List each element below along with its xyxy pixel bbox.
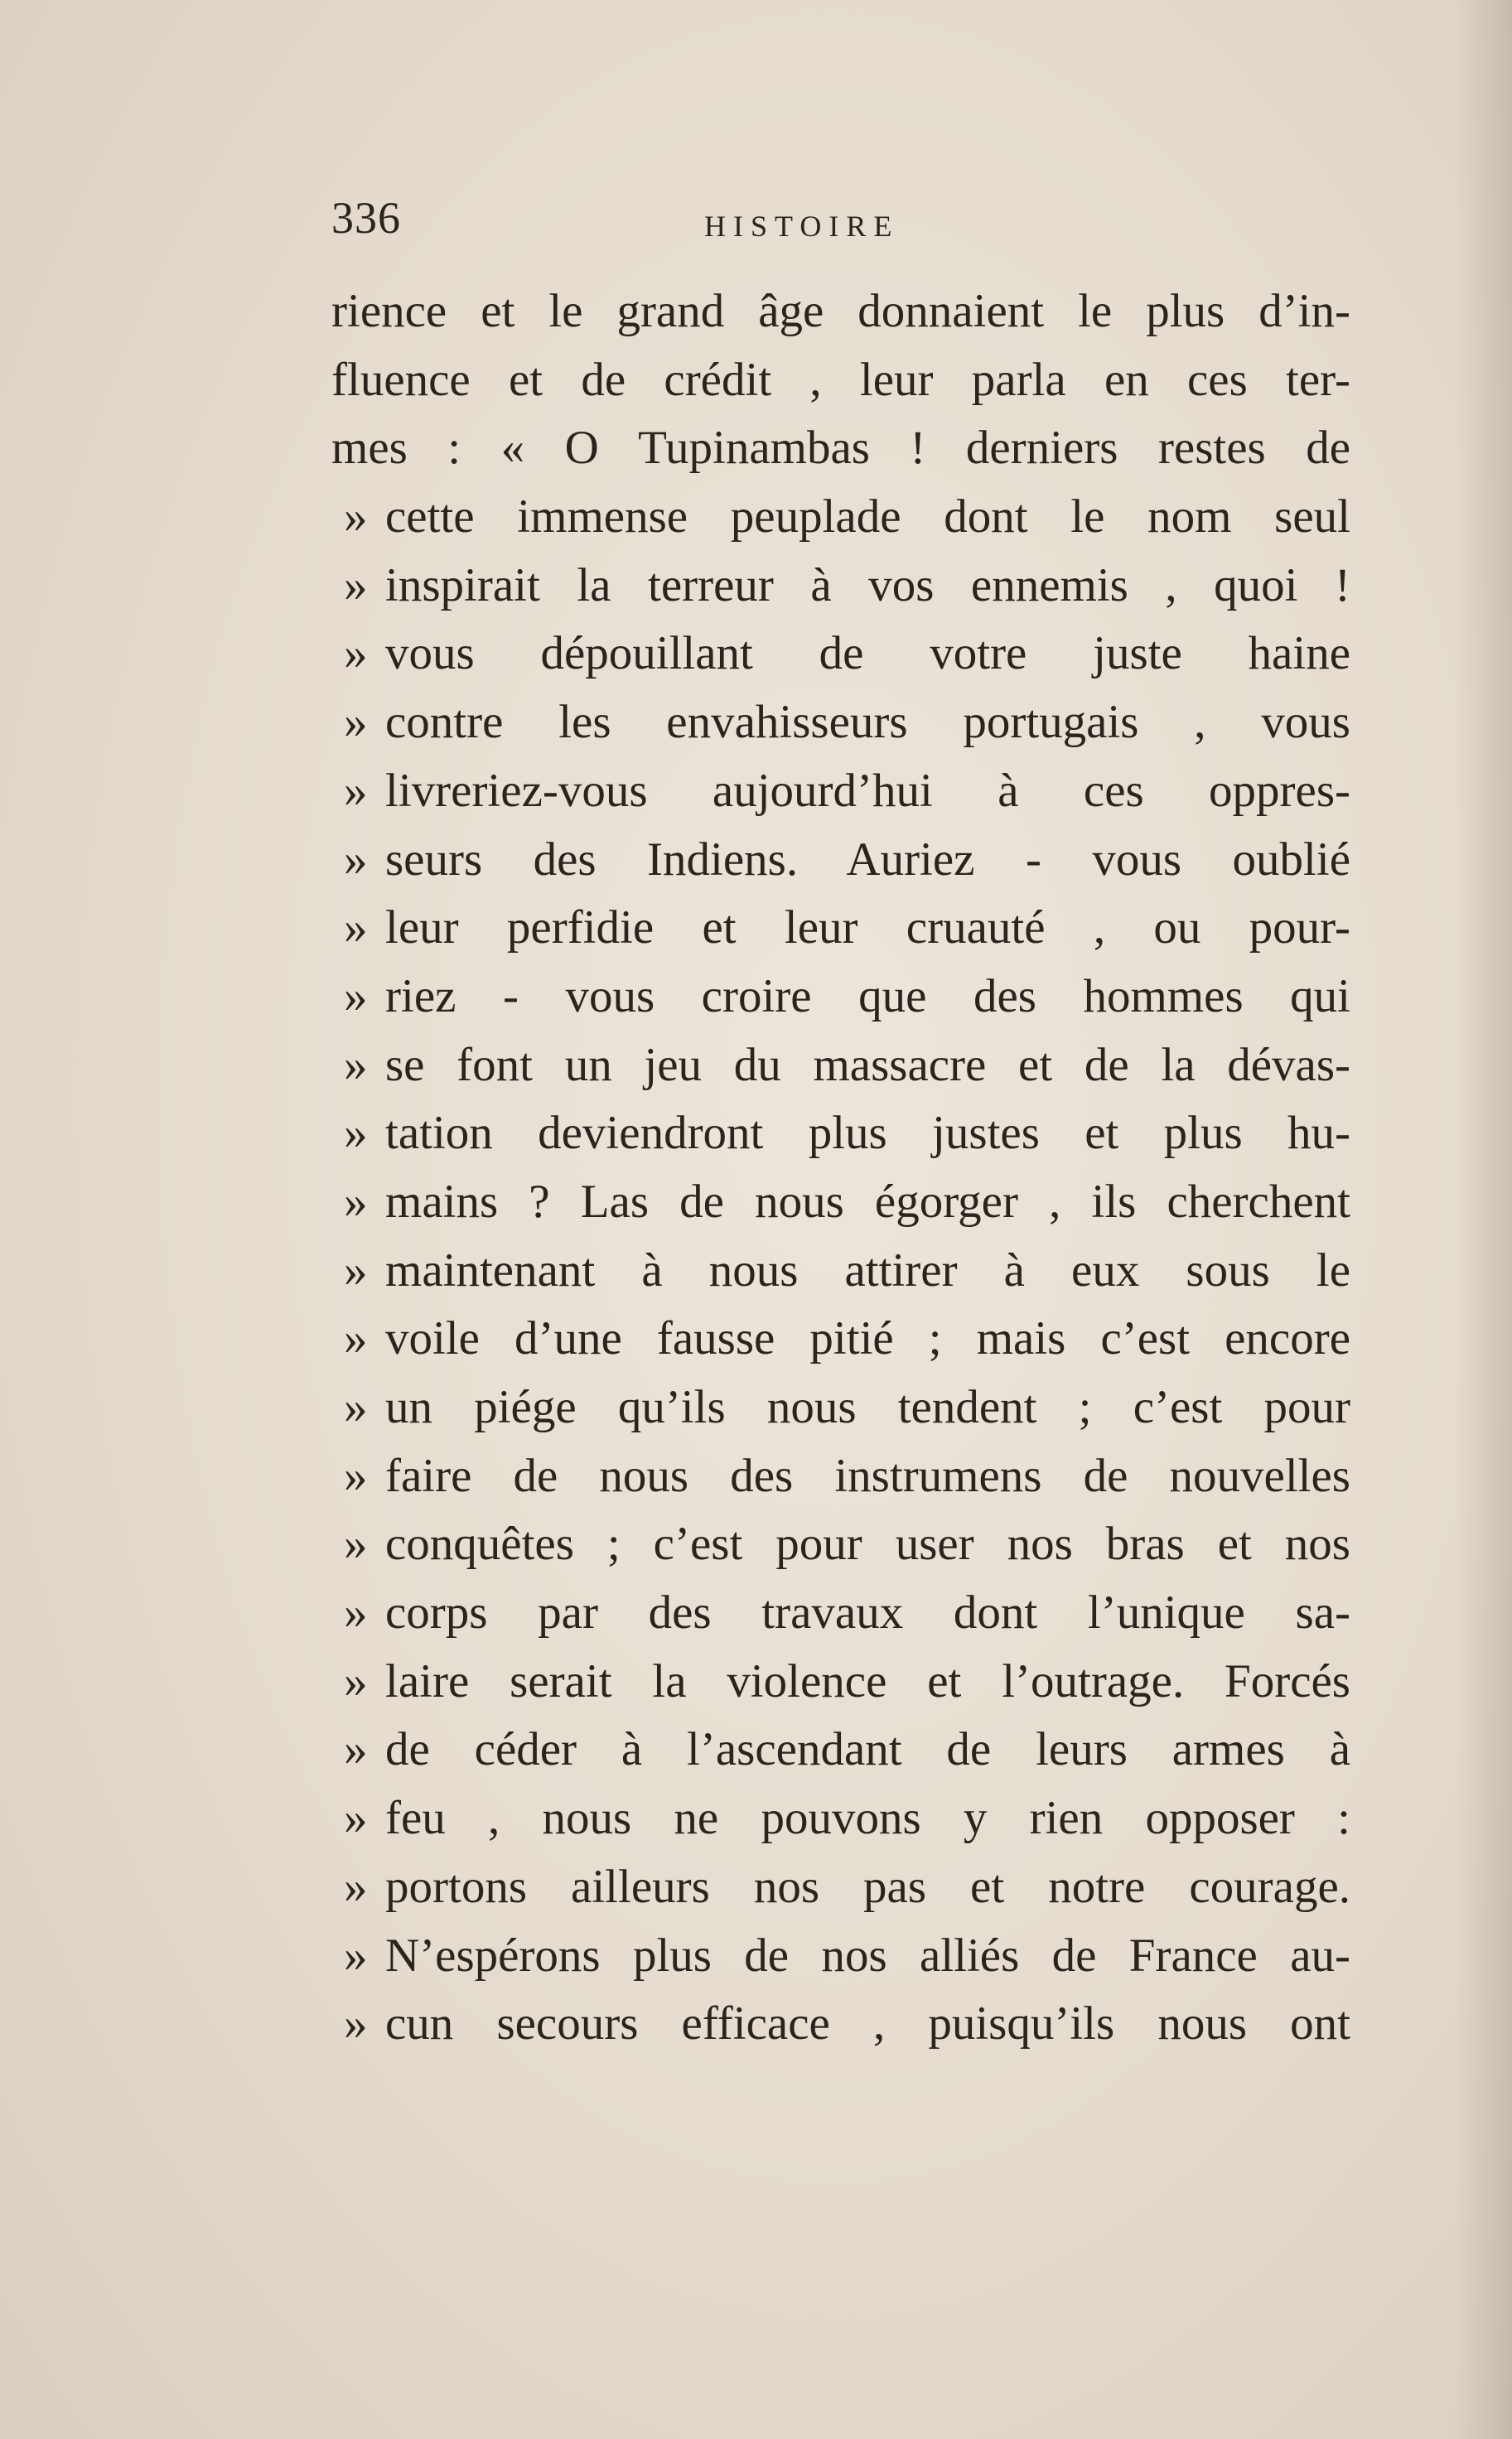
text-line [331, 1648, 1350, 1717]
text-line [331, 1990, 1350, 2059]
quote-mark: » [344, 1997, 368, 2050]
line-text: portons ailleurs nos pas et notre courage. [385, 1860, 1350, 1913]
quote-mark: » [344, 558, 368, 611]
text-line [331, 1853, 1350, 1922]
text-line [331, 346, 1350, 415]
quote-mark: » [344, 1518, 368, 1571]
line-text: faire de nous des instrumens de nouvelles [385, 1449, 1350, 1502]
running-title: HISTOIRE [704, 210, 900, 243]
page-header [331, 192, 1350, 258]
text-line [331, 757, 1350, 826]
quote-mark: » [344, 1587, 368, 1640]
line-text: laire serait la violence et l’outrage. Forcés [385, 1654, 1350, 1707]
text-line [331, 483, 1350, 552]
quote-mark: » [344, 1929, 368, 1982]
quote-mark: » [344, 1654, 368, 1707]
quote-mark: » [344, 1860, 368, 1913]
text-line [331, 1785, 1350, 1853]
line-text: un piége qu’ils nous tendent ; c’est pour [385, 1381, 1350, 1433]
text-line [331, 963, 1350, 1031]
quote-mark: » [344, 490, 368, 543]
line-text: inspirait la terreur à vos ennemis , quoi ! [385, 558, 1350, 611]
quote-mark: » [344, 1381, 368, 1433]
text-line [331, 620, 1350, 688]
quote-mark: » [344, 1449, 368, 1502]
line-text: mains ? Las de nous égorger , ils cherchent [385, 1175, 1350, 1228]
line-text: voile d’une fausse pitié ; mais c’est encore [385, 1312, 1350, 1365]
line-text: vous dépouillant de votre juste haine [385, 627, 1350, 680]
line-text: contre les envahisseurs portugais , vous [385, 696, 1350, 749]
quote-mark: » [344, 764, 368, 817]
line-text: leur perfidie et leur cruauté , ou pour- [385, 901, 1350, 954]
line-text: feu , nous ne pouvons y rien opposer : [385, 1792, 1350, 1845]
line-text: maintenant à nous attirer à eux sous le [385, 1244, 1350, 1297]
line-text: fluence et de crédit , leur parla en ces ter- [331, 353, 1350, 406]
text-line [331, 1031, 1350, 1100]
line-text: N’espérons plus de nos alliés de France au- [385, 1929, 1350, 1982]
quote-mark: » [344, 969, 368, 1022]
text-line [331, 1374, 1350, 1442]
text-line [331, 414, 1350, 483]
text-line [331, 894, 1350, 963]
page-number: 336 [331, 193, 401, 243]
text-line [331, 552, 1350, 621]
line-text: cette immense peuplade dont le nom seul [385, 490, 1350, 543]
quote-mark: » [344, 696, 368, 749]
line-text: riez - vous croire que des hommes qui [385, 969, 1350, 1022]
line-text: corps par des travaux dont l’unique sa- [385, 1587, 1350, 1640]
line-text: cun secours efficace , puisqu’ils nous ont [385, 1997, 1350, 2050]
text-line [331, 1305, 1350, 1374]
text-line [331, 826, 1350, 895]
quote-mark: » [344, 1107, 368, 1160]
text-line [331, 1168, 1350, 1237]
quote-mark: » [344, 627, 368, 680]
line-text: conquêtes ; c’est pour user nos bras et nos [385, 1518, 1350, 1571]
line-text: seurs des Indiens. Auriez - vous oublié [385, 833, 1350, 886]
line-text: tation deviendront plus justes et plus hu- [385, 1107, 1350, 1160]
text-line [331, 1579, 1350, 1648]
body-text [331, 278, 1350, 2059]
quote-mark: » [344, 1244, 368, 1297]
line-text: rience et le grand âge donnaient le plus d’in- [331, 285, 1350, 337]
text-line [331, 1922, 1350, 1991]
line-text: mes : « O Tupinambas ! derniers restes de [331, 422, 1350, 475]
quote-mark: » [344, 833, 368, 886]
line-text: se font un jeu du massacre et de la dévas- [385, 1038, 1350, 1091]
line-text: de céder à l’ascendant de leurs armes à [385, 1723, 1350, 1776]
text-line [331, 688, 1350, 757]
text-line [331, 1510, 1350, 1579]
text-line [331, 1237, 1350, 1306]
quote-mark: » [344, 1312, 368, 1365]
text-line [331, 1442, 1350, 1511]
quote-mark: » [344, 901, 368, 954]
quote-mark: » [344, 1175, 368, 1228]
quote-mark: » [344, 1723, 368, 1776]
text-line [331, 1099, 1350, 1168]
text-line [331, 278, 1350, 346]
quote-mark: » [344, 1792, 368, 1845]
line-text: livreriez-vous aujourd’hui à ces oppres- [385, 764, 1350, 817]
text-line [331, 1716, 1350, 1785]
quote-mark: » [344, 1038, 368, 1091]
